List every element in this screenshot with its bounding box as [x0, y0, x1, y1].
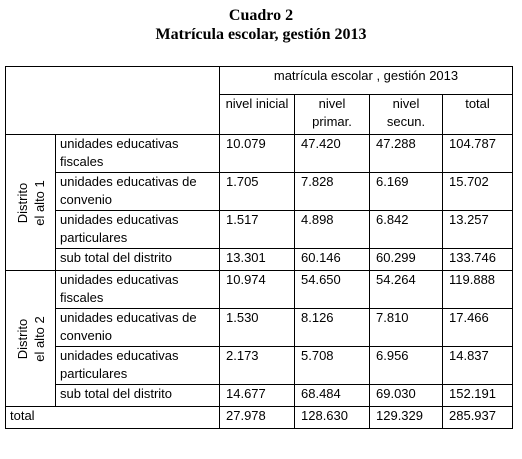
col-header-total: [443, 95, 513, 135]
cell-value: 8.126: [295, 309, 370, 347]
cell-value: 6.842: [370, 211, 443, 249]
district-label: Distrito el alto 2: [14, 315, 47, 362]
subtotal-row: [6, 249, 513, 271]
cell-value: 13.301: [220, 249, 295, 271]
cell-value: 7.828: [295, 173, 370, 211]
empty-corner-cell: [6, 67, 220, 135]
cell-value: 14.837: [443, 347, 513, 385]
col-header-label: nivel inicial: [225, 96, 289, 111]
table-row: [6, 173, 513, 211]
cell-value: 54.264: [370, 271, 443, 309]
cell-value: 7.810: [370, 309, 443, 347]
table-row: [6, 309, 513, 347]
table-row: [6, 347, 513, 385]
district-label: Distrito el alto 1: [14, 179, 47, 226]
cell-value: 6.169: [370, 173, 443, 211]
total-label: total: [6, 407, 220, 429]
cell-value: 104.787: [443, 135, 513, 173]
cell-value: 13.257: [443, 211, 513, 249]
cell-value: 1.705: [220, 173, 295, 211]
col-header-nivel-secun: nivel secun.: [370, 95, 443, 135]
cell-value: 10.079: [220, 135, 295, 173]
cell-value: 54.650: [295, 271, 370, 309]
cell-value: 17.466: [443, 309, 513, 347]
cell-value: 27.978: [220, 407, 295, 429]
cell-value: 10.974: [220, 271, 295, 309]
row-label: sub total del distrito: [56, 249, 220, 271]
cell-value: 5.708: [295, 347, 370, 385]
enrollment-table: [5, 66, 513, 429]
cell-value: 68.484: [295, 385, 370, 407]
total-row: [6, 407, 513, 429]
group-header-cell: matrícula escolar , gestión 2013: [220, 67, 513, 95]
cell-value: 133.746: [443, 249, 513, 271]
row-label: unidades educativas particulares: [56, 211, 220, 249]
cell-value: 14.677: [220, 385, 295, 407]
cell-value: 69.030: [370, 385, 443, 407]
cell-value: 6.956: [370, 347, 443, 385]
table-caption-number: Cuadro 2: [228, 7, 294, 24]
cell-value: 2.173: [220, 347, 295, 385]
row-label: unidades educativas particulares: [56, 347, 220, 385]
cell-value: 152.191: [443, 385, 513, 407]
row-label: unidades educativas fiscales: [56, 271, 220, 309]
subtotal-row: [6, 385, 513, 407]
cell-value: 60.299: [370, 249, 443, 271]
cell-value: 47.288: [370, 135, 443, 173]
cell-value: 285.937: [443, 407, 513, 429]
cell-value: 4.898: [295, 211, 370, 249]
cell-value: 128.630: [295, 407, 370, 429]
cell-value: 129.329: [370, 407, 443, 429]
row-label: unidades educativas de convenio: [56, 309, 220, 347]
cell-value: 15.702: [443, 173, 513, 211]
row-label: unidades educativas de convenio: [56, 173, 220, 211]
table-row: [6, 211, 513, 249]
table-caption-title: Matrícula escolar, gestión 2013: [155, 26, 367, 43]
cell-value: 47.420: [295, 135, 370, 173]
district-label-cell: [6, 135, 56, 271]
cell-value: 119.888: [443, 271, 513, 309]
row-label: sub total del distrito: [56, 385, 220, 407]
col-header-label: total: [465, 96, 490, 111]
table-row: [6, 135, 513, 173]
table-row: [6, 271, 513, 309]
district-label-cell: [6, 271, 56, 407]
row-label: unidades educativas fiscales: [56, 135, 220, 173]
cell-value: 1.517: [220, 211, 295, 249]
col-header-nivel-inicial: [220, 95, 295, 135]
cell-value: 60.146: [295, 249, 370, 271]
col-header-nivel-primar: nivel primar.: [295, 95, 370, 135]
table-header-row: [6, 67, 513, 95]
cell-value: 1.530: [220, 309, 295, 347]
